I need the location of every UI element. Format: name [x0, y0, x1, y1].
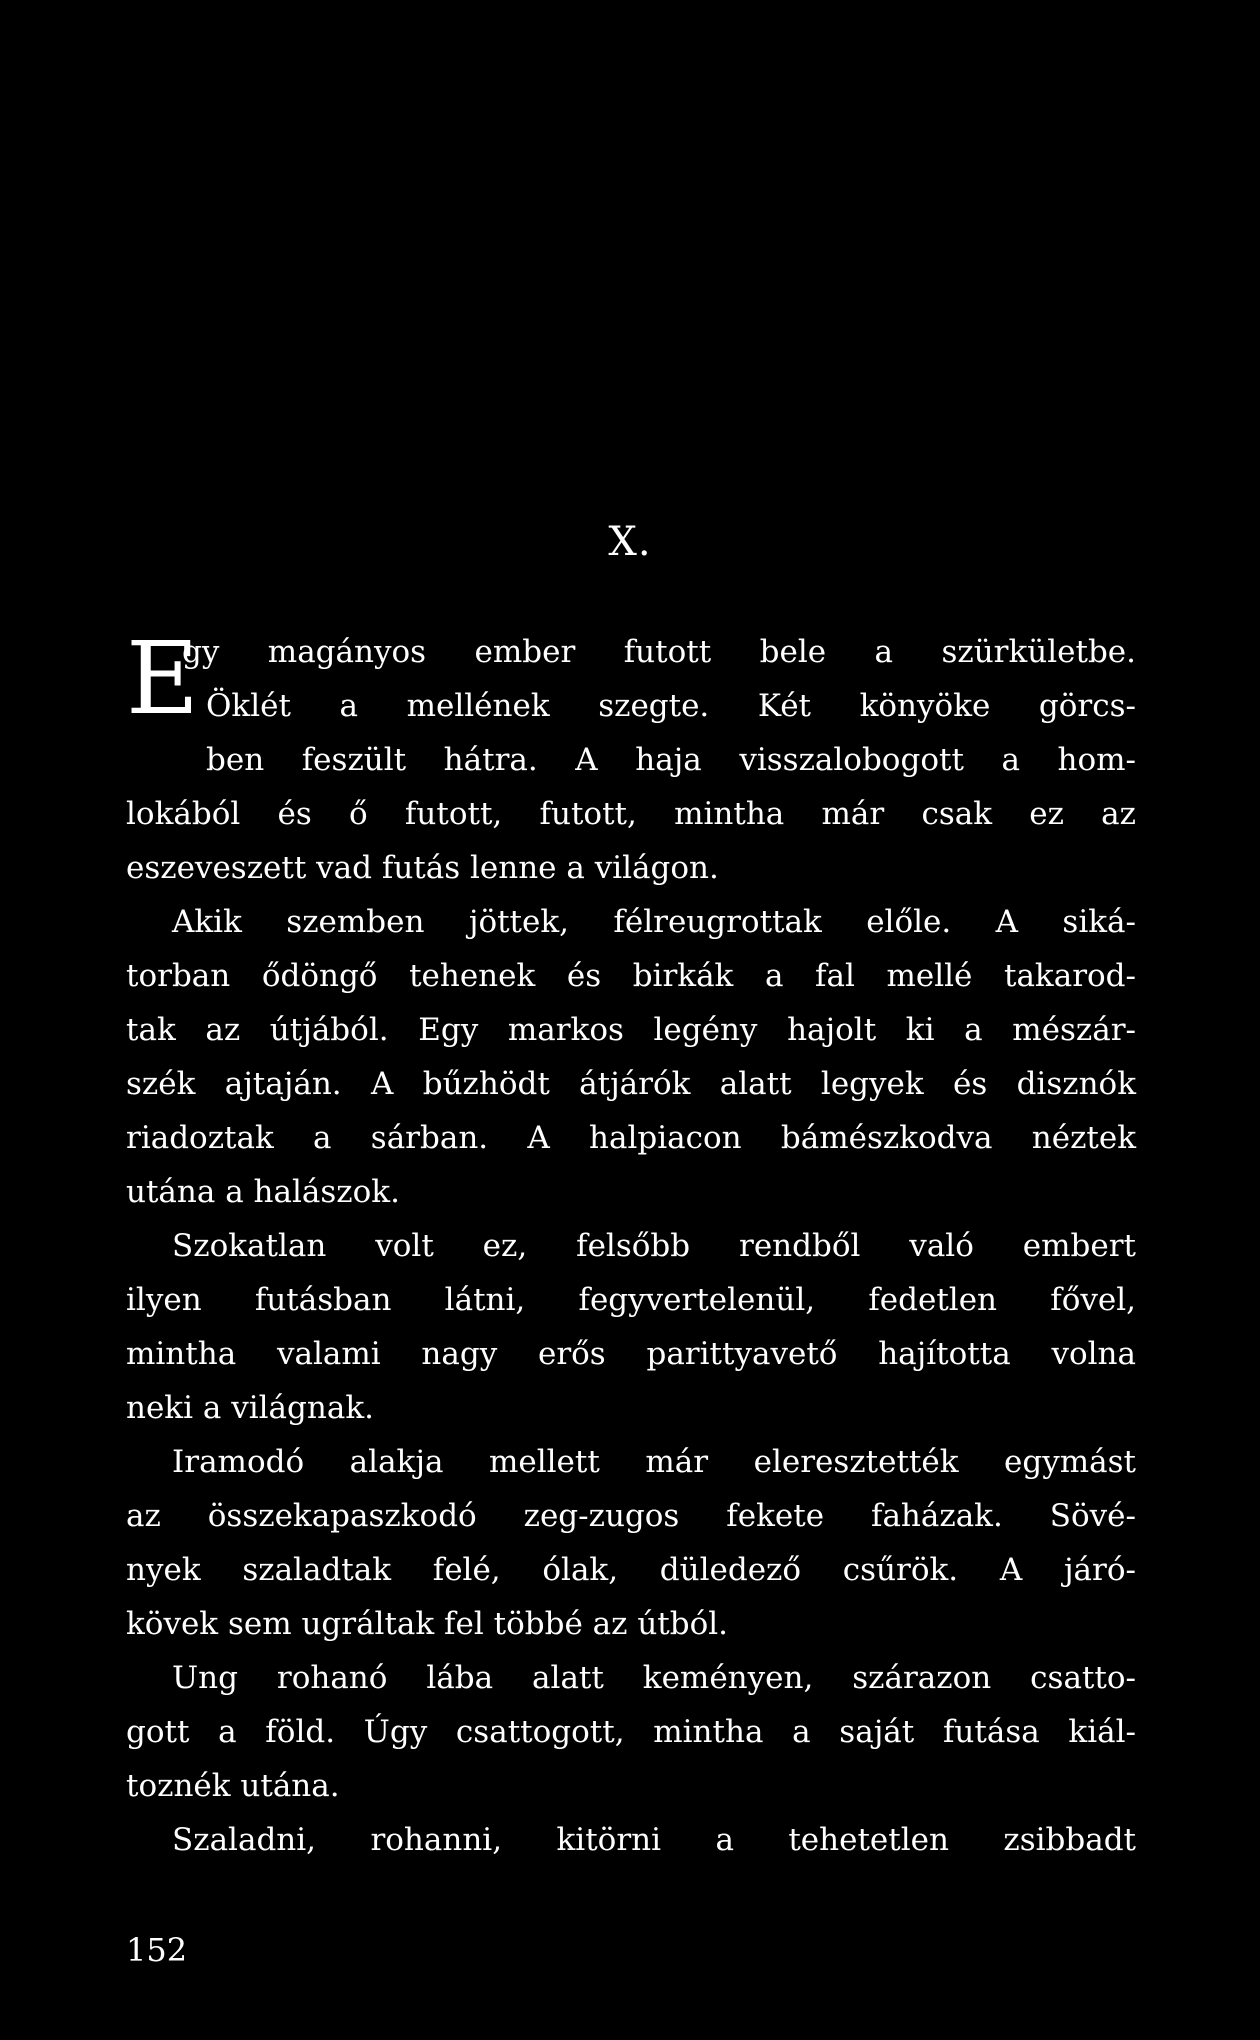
- paragraph-5: [126, 1651, 1136, 1813]
- text-line: Ung rohanó lába alatt keményen, szárazon csatto-: [172, 1660, 1136, 1696]
- text-line: utána a halászok.: [126, 1174, 400, 1210]
- text-line: tak az útjából. Egy markos legény hajolt ki a mészár-: [126, 1012, 1136, 1048]
- text-line: torban ődöngő tehenek és birkák a fal mellé takarod-: [126, 958, 1136, 994]
- text-line: az összekapaszkodó zeg-zugos fekete faházak. Sövé-: [126, 1498, 1136, 1534]
- text-line: gott a föld. Úgy csattogott, mintha a saját futása kiál-: [126, 1714, 1136, 1750]
- drop-cap: E: [126, 620, 199, 737]
- page-number: 152: [126, 1931, 188, 1969]
- paragraph-1: [126, 620, 1136, 895]
- text-line: Akik szemben jöttek, félreugrottak előle. A siká-: [172, 904, 1136, 940]
- text-line: Szokatlan volt ez, felsőbb rendből való embert: [172, 1228, 1136, 1264]
- text-line: eszeveszett vad futás lenne a világon.: [126, 850, 719, 886]
- text-line: riadoztak a sárban. A halpiacon bámészkodva néztek: [126, 1120, 1136, 1156]
- text-line: gy magányos ember futott bele a szürkületbe.: [182, 634, 1136, 670]
- paragraph-3: [126, 1219, 1136, 1435]
- text-line: ilyen futásban látni, fegyvertelenül, fedetlen fővel,: [126, 1282, 1136, 1318]
- paragraph-6: [126, 1813, 1136, 1867]
- text-line: kövek sem ugráltak fel többé az útból.: [126, 1606, 729, 1642]
- text-line: Iramodó alakja mellett már eleresztették egymást: [172, 1444, 1136, 1480]
- text-line: neki a világnak.: [126, 1390, 374, 1426]
- body-text: [126, 620, 1136, 1867]
- text-line: Öklét a mellének szegte. Két könyöke görcs-: [206, 688, 1136, 724]
- text-line: ben feszült hátra. A haja visszalobogott a hom-: [206, 742, 1136, 778]
- text-line: Szaladni, rohanni, kitörni a tehetetlen zsibbadt: [172, 1822, 1136, 1858]
- text-line: mintha valami nagy erős parittyavető hajította volna: [126, 1336, 1136, 1372]
- paragraph-4: [126, 1435, 1136, 1651]
- paragraph-2: [126, 895, 1136, 1219]
- text-line: szék ajtaján. A bűzhödt átjárók alatt legyek és disznók: [126, 1066, 1136, 1102]
- text-line: lokából és ő futott, futott, mintha már csak ez az: [126, 796, 1136, 832]
- chapter-title: X.: [608, 519, 652, 565]
- text-line: nyek szaladtak felé, ólak, düledező csűrök. A járó-: [126, 1552, 1136, 1588]
- text-line: toznék utána.: [126, 1768, 340, 1804]
